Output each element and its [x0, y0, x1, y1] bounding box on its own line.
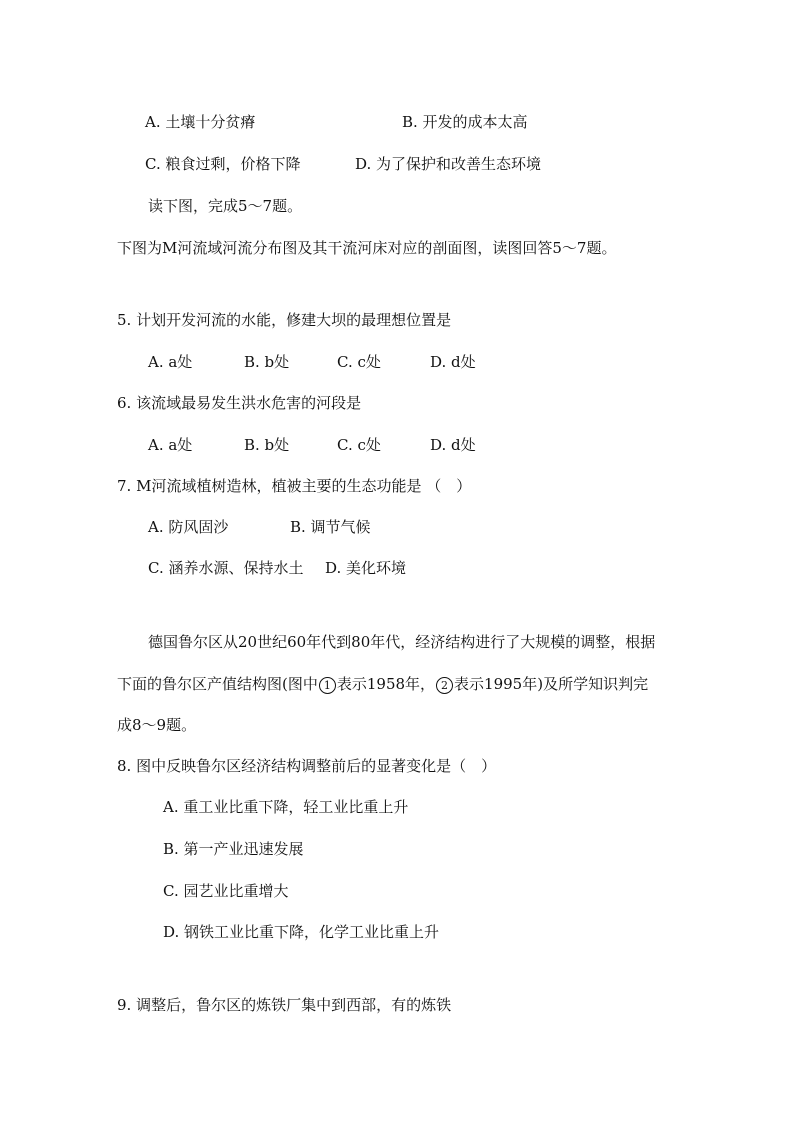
q7-stem: 7. M河流域植树造林，植被主要的生态功能是 （ ）	[117, 477, 472, 495]
circled-number-2: 2	[436, 677, 453, 694]
intro-5-7: 读下图，完成5～7题。	[148, 197, 303, 215]
passage-line2-part-c: 表示1995年)及所学知识判完	[454, 675, 649, 693]
passage-line2-part-a: 下面的鲁尔区产值结构图(图中	[117, 675, 318, 693]
passage-line2-part-b: 表示1958年，	[336, 675, 436, 693]
q6-option-c: C. c处	[337, 436, 381, 454]
q6-option-d: D. d处	[430, 436, 476, 454]
q5-option-d: D. d处	[430, 353, 476, 371]
q4-option-a: A. 土壤十分贫瘠	[145, 113, 256, 131]
passage-8-9-line1: 德国鲁尔区从20世纪60年代到80年代，经济结构进行了大规模的调整，根据	[148, 633, 656, 651]
q5-stem: 5. 计划开发河流的水能，修建大坝的最理想位置是	[117, 311, 452, 329]
q8-option-c: C. 园艺业比重增大	[163, 882, 289, 900]
q5-option-c: C. c处	[337, 353, 381, 371]
figure-caption: 下图为M河流域河流分布图及其干流河床对应的剖面图，读图回答5～7题。	[117, 239, 617, 257]
q8-option-d: D. 钢铁工业比重下降，化学工业比重上升	[163, 923, 440, 941]
q5-option-b: B. b处	[244, 353, 290, 371]
q8-stem: 8. 图中反映鲁尔区经济结构调整前后的显著变化是（ ）	[117, 757, 497, 775]
q6-option-a: A. a处	[148, 436, 193, 454]
passage-8-9-line2	[117, 674, 648, 694]
q8-option-b: B. 第一产业迅速发展	[163, 840, 304, 858]
q4-option-d: D. 为了保护和改善生态环境	[355, 155, 542, 173]
q7-option-a: A. 防风固沙	[148, 518, 229, 536]
q6-stem: 6. 该流域最易发生洪水危害的河段是	[117, 394, 362, 412]
q8-option-a: A. 重工业比重下降，轻工业比重上升	[163, 798, 409, 816]
q5-option-a: A. a处	[148, 353, 193, 371]
q4-option-c: C. 粮食过剩，价格下降	[145, 155, 301, 173]
q7-option-b: B. 调节气候	[290, 518, 371, 536]
q7-option-c: C. 涵养水源、保持水土	[148, 559, 304, 577]
q4-option-b: B. 开发的成本太高	[402, 113, 528, 131]
q7-option-d: D. 美化环境	[325, 559, 407, 577]
passage-8-9-line3: 成8～9题。	[117, 716, 197, 734]
q9-stem: 9. 调整后，鲁尔区的炼铁厂集中到西部，有的炼铁	[117, 996, 452, 1014]
q6-option-b: B. b处	[244, 436, 290, 454]
circled-number-1: 1	[319, 677, 336, 694]
